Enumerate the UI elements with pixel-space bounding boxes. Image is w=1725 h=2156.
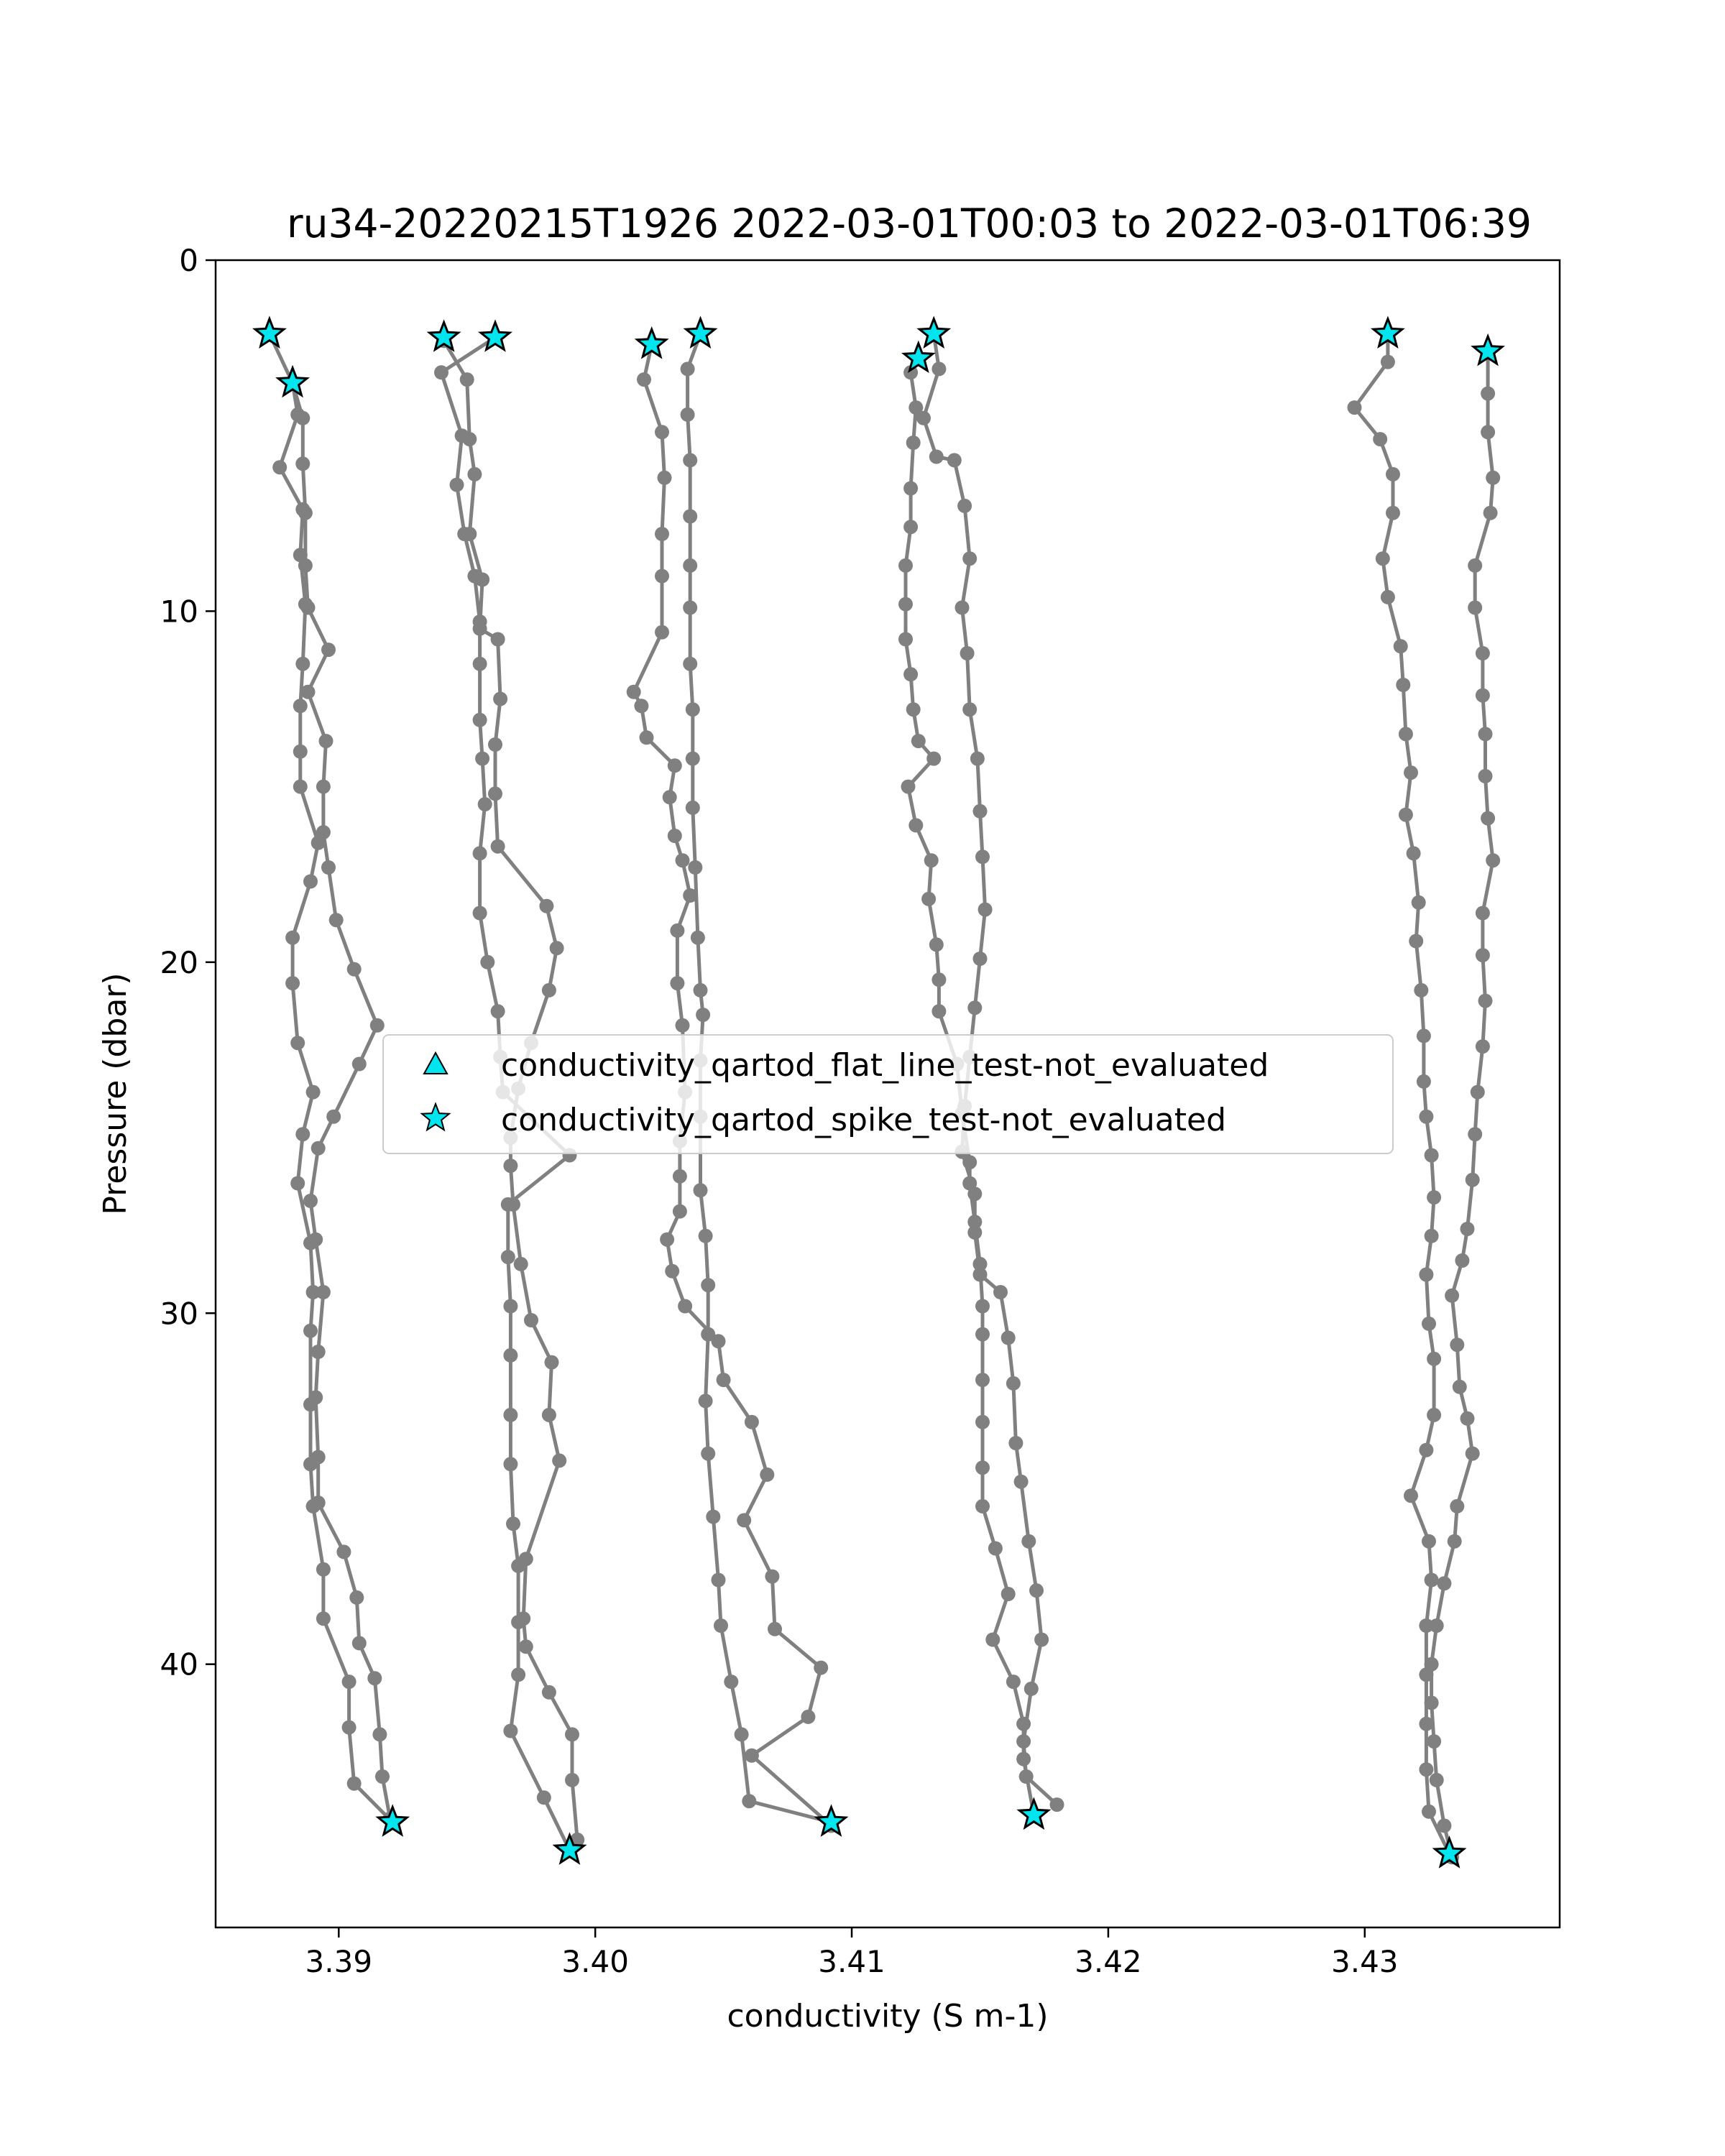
data-point xyxy=(1422,1317,1436,1331)
data-point xyxy=(1425,1229,1439,1243)
data-point xyxy=(293,780,308,794)
data-point xyxy=(947,453,962,467)
data-point xyxy=(745,1415,759,1429)
data-point xyxy=(321,642,336,657)
data-point xyxy=(298,558,313,573)
data-point xyxy=(1034,1633,1049,1647)
data-point xyxy=(514,1257,528,1271)
data-point xyxy=(1468,558,1482,573)
data-point xyxy=(975,1499,990,1514)
data-point xyxy=(801,1710,815,1724)
data-point xyxy=(301,685,316,699)
data-point xyxy=(663,790,677,804)
data-point xyxy=(814,1661,828,1675)
data-point xyxy=(519,1639,533,1654)
legend xyxy=(383,1035,1393,1153)
data-point xyxy=(503,1457,518,1471)
data-point xyxy=(303,875,318,889)
data-point xyxy=(1476,948,1490,962)
data-point xyxy=(293,699,308,713)
data-point xyxy=(565,1773,579,1787)
data-point xyxy=(434,365,448,379)
data-point xyxy=(906,436,921,450)
data-point xyxy=(1466,1173,1480,1187)
data-point xyxy=(967,1225,982,1240)
data-point xyxy=(316,780,331,794)
data-point xyxy=(1419,1443,1433,1457)
data-point xyxy=(924,853,939,867)
data-point xyxy=(1412,895,1426,910)
data-point xyxy=(565,1727,579,1741)
data-point xyxy=(701,1278,715,1292)
data-point xyxy=(1394,639,1408,653)
data-point xyxy=(342,1674,356,1689)
data-point xyxy=(475,573,489,587)
data-point xyxy=(681,361,695,376)
data-point xyxy=(1419,1110,1433,1124)
data-point xyxy=(1417,1074,1431,1089)
data-point xyxy=(688,860,702,875)
data-point xyxy=(1021,1534,1036,1549)
data-point xyxy=(1425,1148,1439,1163)
data-point xyxy=(1006,1674,1021,1689)
data-point xyxy=(932,1004,946,1018)
data-point xyxy=(906,702,921,717)
x-tick-label: 3.42 xyxy=(1075,1944,1142,1979)
data-point xyxy=(957,499,972,513)
data-point xyxy=(367,1671,382,1685)
data-point xyxy=(1478,769,1493,783)
data-point xyxy=(316,1611,331,1626)
data-point xyxy=(1348,400,1362,415)
data-point xyxy=(655,569,669,584)
data-point xyxy=(1476,906,1490,921)
data-point xyxy=(683,510,697,524)
data-point xyxy=(962,702,977,717)
data-point xyxy=(473,906,487,921)
data-point xyxy=(655,625,669,640)
data-point xyxy=(503,1724,518,1738)
data-point xyxy=(316,825,331,839)
data-point xyxy=(668,758,682,773)
data-point xyxy=(503,1299,518,1314)
data-point xyxy=(768,1622,782,1636)
data-point xyxy=(516,1611,530,1626)
data-point xyxy=(506,1516,520,1531)
data-point xyxy=(1484,506,1498,520)
data-point xyxy=(311,1141,326,1156)
x-tick-label: 3.39 xyxy=(305,1944,373,1979)
data-point xyxy=(932,972,946,987)
data-point xyxy=(985,1633,1000,1647)
data-point xyxy=(285,976,300,990)
data-point xyxy=(503,1348,518,1363)
data-point xyxy=(316,1562,331,1577)
data-point xyxy=(1376,551,1390,566)
data-point xyxy=(1427,1190,1441,1204)
data-point xyxy=(1471,1085,1485,1100)
data-point xyxy=(916,411,931,425)
chart-title: ru34-20220215T1926 2022-03-01T00:03 to 2022-03-01T06:39 xyxy=(287,201,1532,247)
data-point xyxy=(978,903,993,917)
data-point xyxy=(1404,1488,1418,1503)
data-point xyxy=(673,1169,687,1184)
data-point xyxy=(347,962,362,977)
data-point xyxy=(501,1250,515,1264)
data-point xyxy=(1014,1475,1029,1489)
data-point xyxy=(1427,1408,1441,1422)
data-point xyxy=(370,1018,385,1033)
data-point xyxy=(1481,425,1495,439)
data-point xyxy=(298,506,313,520)
data-point xyxy=(1414,983,1428,998)
data-point xyxy=(319,734,334,748)
data-point xyxy=(295,657,310,671)
data-point xyxy=(929,450,944,464)
data-point xyxy=(898,597,913,612)
data-point xyxy=(462,527,477,541)
data-point xyxy=(347,1777,362,1791)
data-point xyxy=(539,899,553,913)
data-point xyxy=(929,937,944,952)
data-point xyxy=(665,1264,679,1279)
data-point xyxy=(745,1749,759,1763)
data-point xyxy=(1386,506,1400,520)
data-point xyxy=(295,411,310,425)
data-point xyxy=(478,797,492,811)
data-point xyxy=(542,1408,556,1422)
data-point xyxy=(660,1233,674,1247)
data-point xyxy=(735,1727,749,1741)
data-point xyxy=(1486,471,1500,485)
data-point xyxy=(519,1552,533,1566)
data-point xyxy=(473,657,487,671)
data-point xyxy=(908,818,923,832)
data-point xyxy=(637,372,651,387)
data-point xyxy=(290,1036,305,1050)
data-point xyxy=(542,1685,556,1700)
data-point xyxy=(903,520,918,534)
data-point xyxy=(352,1636,367,1650)
data-point xyxy=(683,657,697,671)
data-point xyxy=(973,1268,988,1282)
data-point xyxy=(1478,727,1493,741)
data-point xyxy=(303,1324,318,1338)
data-point xyxy=(699,1229,713,1243)
data-point xyxy=(932,361,946,376)
data-point xyxy=(1409,934,1423,949)
data-point xyxy=(676,853,690,867)
data-point xyxy=(901,780,916,794)
data-point xyxy=(970,752,985,766)
data-point xyxy=(1468,1127,1482,1141)
data-point xyxy=(550,941,564,955)
data-point xyxy=(683,601,697,615)
data-point xyxy=(491,839,505,854)
data-point xyxy=(627,685,641,699)
data-point xyxy=(975,849,990,864)
data-point xyxy=(1419,1762,1433,1777)
data-point xyxy=(975,1415,990,1429)
data-point xyxy=(1386,467,1400,482)
data-point xyxy=(683,453,697,467)
data-point xyxy=(1050,1797,1064,1812)
data-point xyxy=(975,1299,990,1314)
data-point xyxy=(524,1313,538,1327)
data-point xyxy=(973,804,988,819)
data-point xyxy=(1445,1289,1459,1303)
data-point xyxy=(511,1667,525,1682)
data-point xyxy=(1430,1618,1444,1633)
data-point xyxy=(1427,1352,1441,1366)
data-point xyxy=(1455,1253,1469,1268)
legend-entry-spike: conductivity_qartod_spike_test-not_evaluated xyxy=(501,1102,1227,1138)
y-tick-label: 20 xyxy=(160,944,198,980)
data-point xyxy=(737,1513,751,1527)
data-point xyxy=(372,1727,387,1741)
data-point xyxy=(1422,1534,1436,1549)
data-point xyxy=(898,558,913,573)
data-point xyxy=(712,1573,726,1588)
data-point xyxy=(308,1233,323,1247)
data-point xyxy=(473,846,487,860)
data-point xyxy=(655,425,669,439)
data-point xyxy=(1427,1734,1441,1749)
data-point xyxy=(691,931,705,945)
data-point xyxy=(701,1327,715,1342)
data-point xyxy=(1029,1583,1044,1598)
data-point xyxy=(488,786,502,801)
data-point xyxy=(686,801,700,815)
data-point xyxy=(714,1618,728,1633)
data-point xyxy=(321,860,336,875)
data-point xyxy=(491,632,505,647)
data-point xyxy=(1019,1769,1034,1784)
legend-entry-flat-line: conductivity_qartod_flat_line_test-not_evaluated xyxy=(501,1047,1269,1084)
data-point xyxy=(678,1299,692,1314)
data-point xyxy=(1450,1337,1464,1352)
data-point xyxy=(967,1000,982,1015)
y-tick-label: 40 xyxy=(160,1646,198,1682)
data-point xyxy=(706,1510,720,1524)
data-point xyxy=(1481,387,1495,401)
data-point xyxy=(1453,1380,1467,1394)
data-point xyxy=(1373,432,1387,446)
data-point xyxy=(1430,1773,1444,1787)
data-point xyxy=(1425,1573,1439,1588)
data-point xyxy=(503,1158,518,1173)
data-point xyxy=(699,1393,713,1408)
data-point xyxy=(1478,994,1493,1008)
data-point xyxy=(467,467,482,482)
data-point xyxy=(962,551,977,566)
data-point xyxy=(1450,1499,1464,1514)
data-point xyxy=(960,646,975,660)
data-point xyxy=(1468,601,1482,615)
data-point xyxy=(329,913,344,927)
data-point xyxy=(545,1355,559,1370)
data-point xyxy=(676,1018,690,1033)
data-point xyxy=(681,407,695,422)
data-point xyxy=(1419,1268,1433,1282)
data-point xyxy=(473,622,487,636)
data-point xyxy=(724,1674,738,1689)
data-point xyxy=(272,460,287,474)
data-point xyxy=(290,1176,305,1191)
data-point xyxy=(1425,1657,1439,1672)
data-point xyxy=(295,1127,310,1141)
data-point xyxy=(1399,808,1413,822)
data-point xyxy=(308,1391,323,1405)
data-point xyxy=(701,1447,715,1461)
data-point xyxy=(488,737,502,752)
data-point xyxy=(1425,1695,1439,1710)
x-tick-label: 3.43 xyxy=(1331,1944,1399,1979)
data-point xyxy=(634,699,648,713)
data-point xyxy=(1417,1028,1431,1043)
data-point xyxy=(898,632,913,647)
data-point xyxy=(460,372,474,387)
data-point xyxy=(921,892,936,906)
data-point xyxy=(1016,1734,1031,1749)
data-point xyxy=(903,667,918,681)
data-point xyxy=(765,1570,779,1584)
data-point xyxy=(1381,590,1395,604)
data-point xyxy=(1001,1587,1016,1601)
data-point xyxy=(1404,765,1418,780)
data-point xyxy=(658,471,672,485)
data-point xyxy=(975,1373,990,1387)
data-point xyxy=(462,432,477,446)
y-axis-label: Pressure (dbar) xyxy=(97,972,134,1215)
data-point xyxy=(686,752,700,766)
data-point xyxy=(542,983,556,998)
data-point xyxy=(1422,1805,1436,1819)
data-point xyxy=(480,955,494,969)
data-point xyxy=(926,752,941,766)
data-point xyxy=(552,1453,566,1468)
data-point xyxy=(1396,678,1410,692)
data-point xyxy=(988,1542,1003,1556)
y-tick-label: 30 xyxy=(160,1296,198,1332)
data-point xyxy=(375,1769,390,1784)
data-point xyxy=(295,456,310,471)
data-point xyxy=(696,1008,710,1022)
data-point xyxy=(491,1004,505,1018)
data-point xyxy=(673,1204,687,1219)
data-point xyxy=(1407,846,1421,860)
data-point xyxy=(311,1450,326,1465)
data-point xyxy=(1399,727,1413,741)
data-point xyxy=(1476,646,1490,660)
data-point xyxy=(352,1057,367,1072)
data-point xyxy=(1381,355,1395,369)
data-point xyxy=(903,482,918,496)
data-point xyxy=(336,1544,351,1559)
data-point xyxy=(975,1327,990,1342)
data-point xyxy=(473,713,487,727)
data-point xyxy=(1001,1331,1016,1345)
data-point xyxy=(686,702,700,717)
data-point xyxy=(311,1496,326,1510)
x-tick-label: 3.40 xyxy=(561,1944,629,1979)
data-point xyxy=(311,1345,326,1359)
data-point xyxy=(285,931,300,945)
data-point xyxy=(503,1408,518,1422)
data-point xyxy=(973,952,988,966)
data-point xyxy=(475,752,489,766)
data-point xyxy=(306,1085,321,1100)
data-point xyxy=(1460,1222,1475,1236)
data-point xyxy=(1476,688,1490,703)
data-point xyxy=(1466,1447,1480,1461)
data-point xyxy=(537,1790,551,1805)
data-point xyxy=(303,1194,318,1208)
data-point xyxy=(1437,1818,1451,1833)
data-point xyxy=(316,1285,331,1299)
data-point xyxy=(993,1285,1008,1299)
data-point xyxy=(694,983,708,998)
data-point xyxy=(760,1468,774,1482)
data-point xyxy=(670,923,684,938)
data-point xyxy=(911,734,926,748)
data-point xyxy=(1476,1039,1490,1054)
data-point xyxy=(668,829,682,843)
x-axis-label: conductivity (S m-1) xyxy=(727,1998,1049,2035)
data-point xyxy=(349,1590,364,1605)
data-point xyxy=(1437,1576,1451,1590)
data-point xyxy=(717,1373,731,1387)
data-point xyxy=(967,1187,982,1201)
data-point xyxy=(955,601,970,615)
data-point xyxy=(1008,1436,1023,1450)
data-point xyxy=(1460,1411,1475,1426)
data-point xyxy=(1481,811,1495,826)
data-point xyxy=(1006,1376,1021,1391)
x-tick-label: 3.41 xyxy=(818,1944,886,1979)
data-point xyxy=(506,1197,520,1212)
data-point xyxy=(640,730,654,745)
data-point xyxy=(655,527,669,541)
data-point xyxy=(694,1183,708,1197)
data-point xyxy=(1024,1682,1039,1696)
data-point xyxy=(342,1720,356,1735)
data-point xyxy=(975,1460,990,1475)
y-tick-label: 10 xyxy=(160,594,198,630)
y-tick-label: 0 xyxy=(179,243,198,278)
data-point xyxy=(1448,1534,1462,1549)
data-point xyxy=(1486,853,1500,867)
data-point xyxy=(326,1110,341,1124)
data-point xyxy=(450,478,464,492)
data-point xyxy=(301,601,316,615)
data-point xyxy=(493,692,507,706)
data-point xyxy=(293,745,308,759)
data-point xyxy=(742,1794,756,1808)
data-point xyxy=(670,976,684,990)
data-point xyxy=(683,558,697,573)
